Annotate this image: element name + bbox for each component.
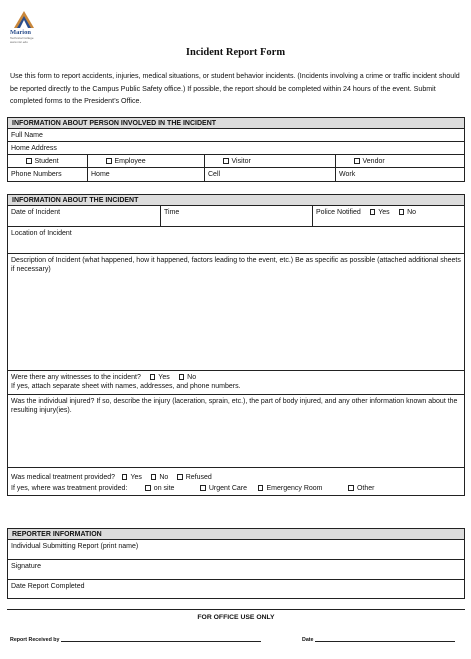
place-emergency-room-option[interactable]: Emergency Room	[258, 485, 323, 492]
checkbox-icon	[151, 474, 157, 480]
date-of-incident-field[interactable]: Date of Incident	[8, 206, 161, 226]
medical-no-option[interactable]: No	[151, 474, 168, 481]
checkbox-icon	[177, 474, 183, 480]
medical-refused-option[interactable]: Refused	[177, 474, 212, 481]
medical-yes-option[interactable]: Yes	[122, 474, 142, 481]
location-label: Location of Incident	[11, 230, 72, 237]
checkbox-icon	[258, 485, 264, 491]
checkbox-icon	[26, 158, 32, 164]
medical-row	[8, 468, 464, 495]
description-label: Description of Incident (what happened, how it happened, factors leading to the event, etc.) Be as specific as possible (attached additional sheets if necessary)	[11, 257, 461, 273]
checkbox-icon	[223, 158, 229, 164]
injury-question: Was the individual injured? If so, describe the injury (laceration, sprain, etc.), the part of body injured, and any other information known about the resulting injury(ies).	[11, 398, 458, 414]
witnesses-question: Were there any witnesses to the incident?	[11, 374, 141, 381]
office-use-header: FOR OFFICE USE ONLY	[7, 609, 465, 625]
checkbox-icon	[354, 158, 360, 164]
location-field[interactable]	[8, 227, 464, 254]
cell-phone-field[interactable]: Cell	[205, 168, 336, 181]
instructions-text: Use this form to report accidents, injuries, medical situations, or student behavior incidents. (Incidents involving a crime or traffic incident should be reported directly to the Campus Public Safety office.) If possible, the report should be completed within 24 hours of the event. Submit completed forms to the President’s Office.	[10, 72, 460, 105]
place-on-site-option[interactable]: on site	[145, 485, 174, 492]
logo-subtitle: Technical College www.mtc.edu	[10, 36, 34, 44]
witnesses-note: If yes, attach separate sheet with names, addresses, and phone numbers.	[11, 383, 241, 390]
home-phone-field[interactable]: Home	[88, 168, 205, 181]
police-no-option[interactable]: No	[399, 209, 416, 216]
reporter-section-header: REPORTER INFORMATION	[8, 529, 464, 540]
person-section-header: INFORMATION ABOUT PERSON INVOLVED IN THE INCIDENT	[8, 118, 464, 129]
checkbox-icon	[399, 209, 405, 215]
checkbox-icon	[106, 158, 112, 164]
checkbox-icon	[179, 374, 185, 380]
mountain-logo-icon	[14, 11, 34, 28]
treatment-location-question: If yes, where was treatment provided:	[11, 485, 128, 492]
incident-section-header: INFORMATION ABOUT THE INCIDENT	[8, 195, 464, 206]
submitter-name-label: Individual Submitting Report (print name)	[11, 543, 139, 550]
injury-field[interactable]	[8, 395, 464, 468]
submitter-name-field[interactable]	[8, 540, 464, 560]
office-date-field[interactable]	[315, 641, 455, 642]
home-address-field[interactable]	[8, 142, 464, 155]
person-section	[7, 117, 465, 182]
date-completed-field[interactable]	[8, 580, 464, 598]
date-completed-label: Date Report Completed	[11, 583, 85, 590]
work-phone-field[interactable]: Work	[339, 171, 356, 178]
received-by-line: Report Received by	[10, 637, 261, 643]
place-other-option[interactable]: Other	[348, 485, 374, 492]
checkbox-icon	[200, 485, 206, 491]
time-field[interactable]: Time	[161, 206, 313, 226]
role-vendor[interactable]: Vendor	[336, 155, 466, 167]
full-name-label: Full Name	[11, 132, 43, 139]
witnesses-row	[8, 371, 464, 395]
role-student[interactable]: Student	[8, 155, 88, 167]
role-employee[interactable]: Employee	[88, 155, 205, 167]
checkbox-icon	[145, 485, 151, 491]
incident-section	[7, 194, 465, 496]
phone-numbers-label: Phone Numbers	[8, 168, 88, 181]
role-visitor[interactable]: Visitor	[205, 155, 336, 167]
date-time-row	[8, 206, 464, 227]
role-row	[8, 155, 464, 168]
police-yes-option[interactable]: Yes	[370, 209, 390, 216]
place-urgent-care-option[interactable]: Urgent Care	[200, 485, 247, 492]
logo-name: Marion	[10, 29, 31, 36]
full-name-field[interactable]	[8, 129, 464, 142]
police-notified: Police Notified Yes No	[316, 209, 417, 216]
signature-field[interactable]	[8, 560, 464, 580]
medical-question: Was medical treatment provided?	[11, 474, 116, 481]
witnesses-yes-option[interactable]: Yes	[150, 374, 170, 381]
reporter-section	[7, 528, 465, 599]
form-title: Incident Report Form	[185, 47, 286, 58]
home-address-label: Home Address	[11, 145, 57, 152]
signature-label: Signature	[11, 563, 41, 570]
college-logo	[10, 11, 38, 49]
description-field[interactable]	[8, 254, 464, 371]
checkbox-icon	[122, 474, 128, 480]
checkbox-icon	[348, 485, 354, 491]
witnesses-no-option[interactable]: No	[179, 374, 196, 381]
received-by-field[interactable]	[61, 641, 261, 642]
checkbox-icon	[370, 209, 376, 215]
checkbox-icon	[150, 374, 156, 380]
office-date-line: Date	[302, 637, 455, 643]
phone-row	[8, 168, 464, 181]
